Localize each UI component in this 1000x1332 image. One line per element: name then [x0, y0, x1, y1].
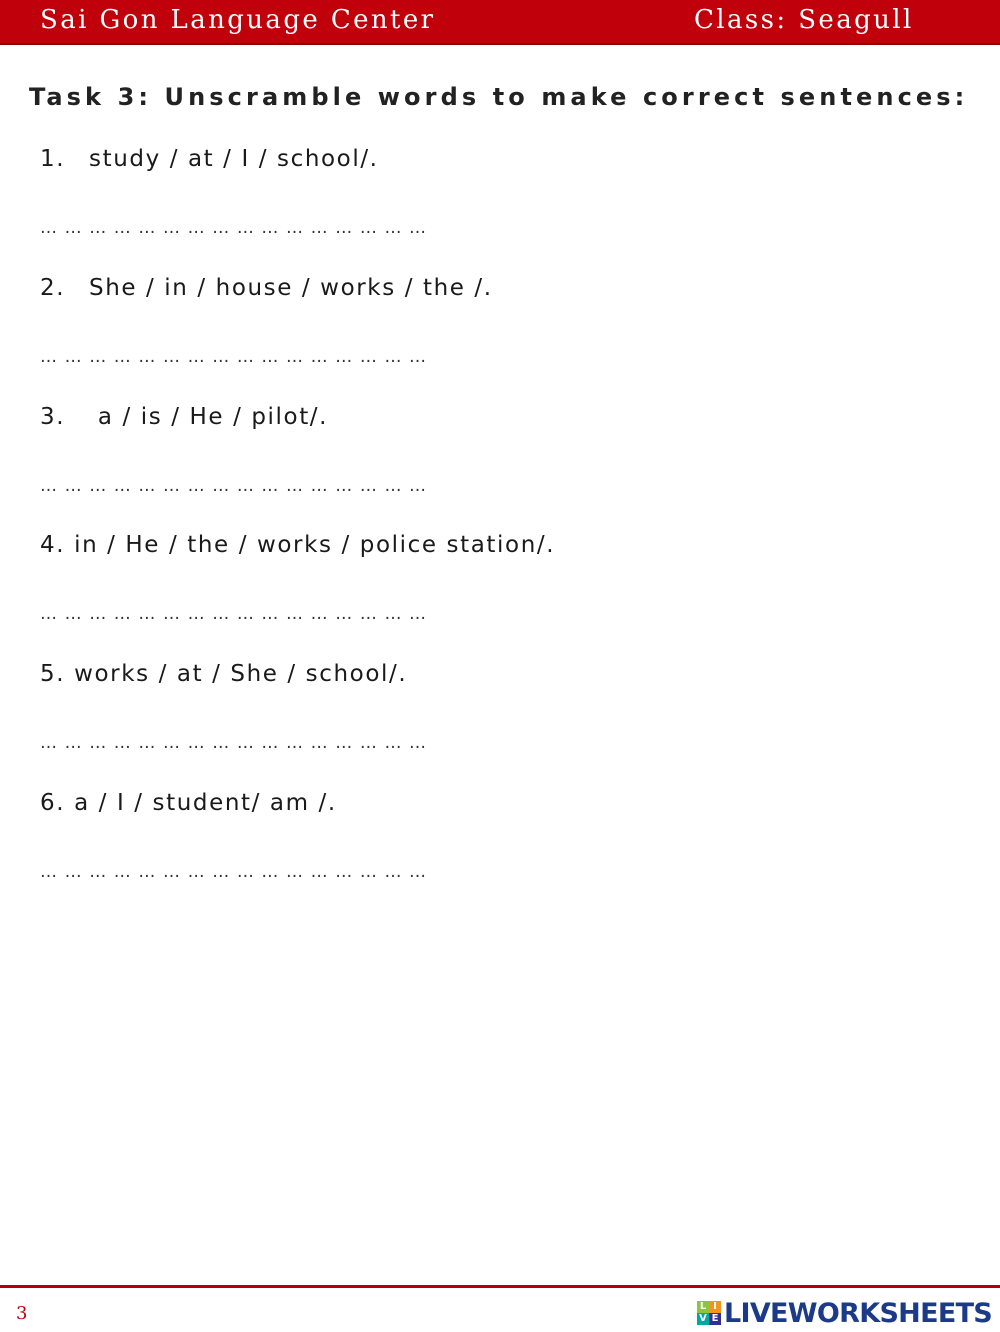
school-name: Sai Gon Language Center	[40, 5, 436, 35]
question-5	[40, 661, 407, 687]
question-6	[40, 790, 337, 816]
question-sentence: study / at / I / school/.	[89, 146, 379, 172]
question-sentence: works / at / She / school/.	[74, 661, 408, 687]
question-sentence: a / is / He / pilot/.	[89, 404, 329, 430]
question-sentence: She / in / house / works / the /.	[89, 275, 493, 301]
header-bar	[0, 0, 1000, 45]
answer-line-1[interactable]: … … … … … … … … … … … … … … … …	[40, 218, 428, 238]
liveworksheets-logo[interactable]	[697, 1297, 992, 1329]
task-title: Task 3: Unscramble words to make correct sentences:	[29, 83, 969, 111]
class-label: Class: Seagull	[694, 5, 914, 35]
answer-line-2[interactable]: … … … … … … … … … … … … … … … …	[40, 347, 428, 367]
footer-rule	[0, 1285, 1000, 1288]
question-1	[40, 146, 379, 172]
answer-line-6[interactable]: … … … … … … … … … … … … … … … …	[40, 862, 428, 882]
question-4	[40, 532, 555, 558]
answer-line-5[interactable]: … … … … … … … … … … … … … … … …	[40, 733, 428, 753]
question-2	[40, 275, 493, 301]
answer-line-3[interactable]: … … … … … … … … … … … … … … … …	[40, 476, 428, 496]
logo-text: LIVEWORKSHEETS	[724, 1297, 993, 1329]
question-number: 3.	[40, 404, 66, 430]
question-number: 6.	[40, 790, 66, 816]
liveworksheets-logo-icon: L I V E	[697, 1301, 721, 1325]
question-number: 5.	[40, 661, 66, 687]
question-3	[40, 404, 328, 430]
question-number: 2.	[40, 275, 66, 301]
question-number: 1.	[40, 146, 66, 172]
answer-line-4[interactable]: … … … … … … … … … … … … … … … …	[40, 604, 428, 624]
question-sentence: in / He / the / works / police station/.	[74, 532, 556, 558]
page-number: 3	[16, 1303, 28, 1324]
question-number: 4.	[40, 532, 66, 558]
question-sentence: a / I / student/ am /.	[74, 790, 337, 816]
